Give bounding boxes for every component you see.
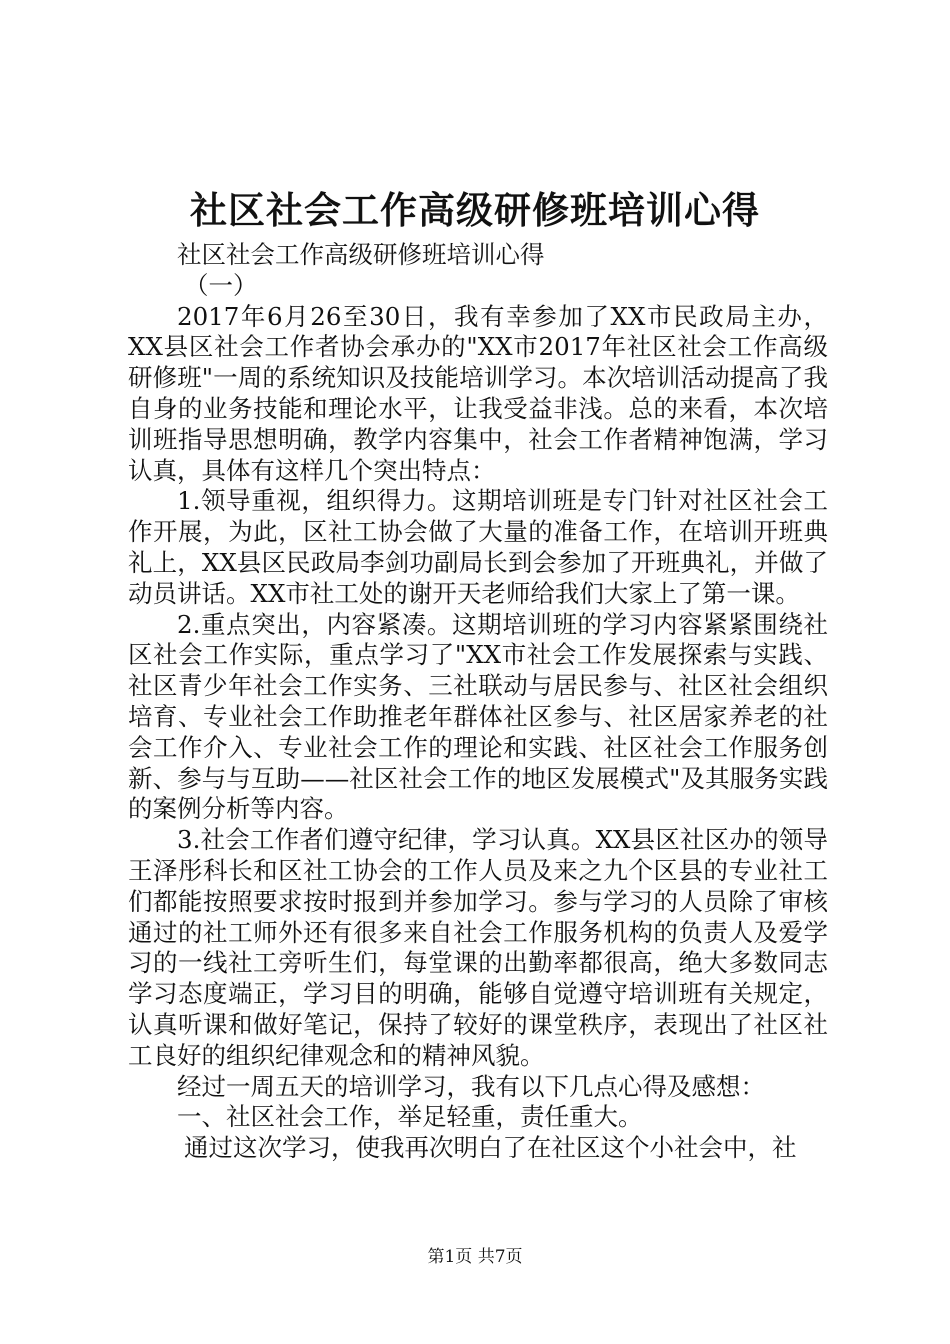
paragraph: 一、社区社会工作，举足轻重，责任重大。 — [177, 1102, 643, 1132]
paragraph: 经过一周五天的培训学习，我有以下几点心得及感想： — [177, 1071, 765, 1101]
paragraph: （一） — [184, 270, 258, 300]
paragraph: 2017年6月26至30日，我有幸参加了XX市民政局主办，XX县区社会工作者协会承办的"XX市2017年社区社会工作高级研修班"一周的系统知识及技能培训学习。本次培训活动提高了我自身的业务技能和理论水平，让我受益非浅。总的来看，本次培训班指导思想明确，教学内容集中，社会工作者精神饱满，学习认真，具体有这样几个突出特点： — [128, 301, 828, 485]
document-body — [128, 240, 828, 1164]
paragraph: 通过这次学习，使我再次明白了在社区这个小社会中，社 — [184, 1133, 797, 1163]
paragraph: 2.重点突出，内容紧凑。这期培训班的学习内容紧紧围绕社区社会工作实际，重点学习了"XX市社会工作发展探索与实践、社区青少年社会工作实务、三社联动与居民参与、社区社会组织培育、专业社会工作助推老年群体社区参与、社区居家养老的社会工作介入、专业社会工作的理论和实践、社区社会工作服务创新、参与与互助——社区社会工作的地区发展模式"及其服务实践的案例分析等内容。 — [128, 609, 828, 824]
page-footer: 第1页 共7页 — [427, 1247, 523, 1267]
paragraph: 社区社会工作高级研修班培训心得 — [177, 240, 545, 269]
document-title: 社区社会工作高级研修班培训心得 — [190, 188, 760, 232]
paragraph: 3.社会工作者们遵守纪律，学习认真。XX县区社区办的领导王泽彤科长和区社工协会的工作人员及来之九个区县的专业社工们都能按照要求按时报到并参加学习。参与学习的人员除了审核通过的社工师外还有很多来自社会工作服务机构的负责人及爱学习的一线社工旁听生们，每堂课的出勤率都很高，绝大多数同志学习态度端正，学习目的明确，能够自觉遵守培训班有关规定，认真听课和做好笔记，保持了较好的课堂秩序，表现出了社区社工良好的组织纪律观念和的精神风貌。 — [128, 825, 828, 1070]
paragraph: 1.领导重视，组织得力。这期培训班是专门针对社区社会工作开展，为此，区社工协会做了大量的准备工作，在培训开班典礼上，XX县区民政局李剑功副局长到会参加了开班典礼，并做了动员讲话。XX市社工处的谢开天老师给我们大家上了第一课。 — [128, 486, 828, 608]
